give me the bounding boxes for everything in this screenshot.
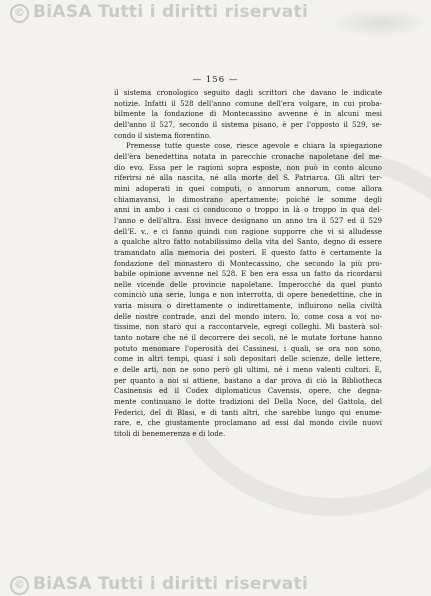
text-line: dio evo. Essa per le ragioni sopra esposte, non può in conto alcuno xyxy=(114,162,382,172)
text-line: e delle arti, non ne sono però gli ultimi, né i meno valenti cultori. E, xyxy=(114,365,382,375)
text-line: fondazione del monastero di Montecassino, che secondo la più pro- xyxy=(114,258,382,268)
text-line: rare, e, che giustamente proclamano ad essi dal mondo civile nuovi xyxy=(114,418,382,428)
text-line: tanto notare che né il decorrere dei secoli, né le mutate fortune hanno xyxy=(114,333,382,343)
text-line: anni in ambo i casi ci conducono o troppo in là o troppo in qua del- xyxy=(114,205,382,215)
watermark-bottom-text: BiASA Tutti i diritti riservati xyxy=(33,574,309,594)
text-line: titoli di benemerenza e di lode. xyxy=(114,429,226,438)
text-line: il sistema cronologico seguito dagli scrittori che davano le indicate xyxy=(114,88,382,97)
text-line: per quanto a noi si attiene, bastano a dar prova di ciò la Bibliotheca xyxy=(114,375,382,385)
text-line: mini adoperati in quei computi, o annorum annorum, come allora xyxy=(114,183,382,193)
text-line: a qualche altro fatto notabilissimo della vita del Santo, degno di essere xyxy=(114,237,382,247)
text-line: mente continuano le dotte tradizioni del Della Noce, del Gattola, del xyxy=(114,397,382,407)
text-line: bilmente la fondazione di Montecassino avvenne è in alcuni mesi xyxy=(114,109,382,119)
text-line: Federici, del di Blasi, e di tanti altri, che sarebbe lungo qui enume- xyxy=(114,407,382,417)
watermark-top xyxy=(10,2,308,23)
text-line: dell'E. v., e ci fanno quindi con ragione supporre che vi si alludesse xyxy=(114,226,382,236)
copyright-icon: © xyxy=(10,576,29,595)
text-line: notizie. Infatti il 528 dell'anno comune dell'era volgare, in cui proba- xyxy=(114,98,382,108)
text-line: potuto menomare l'operosità dei Cassinesi, i quali, se ora non sono, xyxy=(114,343,382,353)
text-line: tissime, non starò qui a raccontarvele, egregi colleghi. Mi basterà sol- xyxy=(114,322,382,332)
text-line: riferirsi né alla nascita, né alla morte del S. Patriarca. Gli altri ter- xyxy=(114,173,382,183)
page-number: — 156 — xyxy=(192,75,239,85)
text-line: come in altri tempi, quasi i soli depositari delle scienze, delle lettere, xyxy=(114,354,382,364)
text-line: nelle vicende delle provincie napoletane. Imperocché da quel punto xyxy=(114,279,382,289)
text-line: tramandato alla memoria dei posteri. E questo fatto è certamente la xyxy=(114,247,382,257)
text-line: condo il sistema fiorentino. xyxy=(114,130,212,140)
text-line: dell'anno il 527, secondo il sistema pisano, è per l'opposto il 529, se- xyxy=(114,119,382,129)
text-line: babile opinione avvenne nel 528. E ben era essa un fatto da ricordarsi xyxy=(114,269,382,279)
text-line: l'anno e dell'altra. Essi invece designano un anno tra il 527 ed il 529 xyxy=(114,215,382,225)
text-line: cominciò una serie, lunga e non interrotta, di opere benedettine, che in xyxy=(114,290,382,300)
text-line: varia misura o direttamente o indirettamente, influirono nella civiltà xyxy=(114,301,382,311)
watermark-bottom xyxy=(10,574,308,595)
scan-smudge xyxy=(330,8,430,38)
text-line: chiamavansi, lo dimostrano apertamente; poiché le somme degli xyxy=(114,194,382,204)
watermark-top-text: BiASA Tutti i diritti riservati xyxy=(33,2,309,22)
body-text xyxy=(114,88,382,440)
text-line: Premesse tutte queste cose, riesce agevole e chiara la spiegazione xyxy=(126,141,382,151)
text-line: dell'èra benedettina notata in parecchie cronache napoletane del me- xyxy=(114,151,382,161)
text-line: Casinensis ed il Codex diplomaticus Cavensis, opere, che degna- xyxy=(114,386,382,396)
text-line: delle nostre contrade, anzi del mondo intero. Io, come cosa a voi no- xyxy=(114,311,382,321)
copyright-icon: © xyxy=(10,4,29,23)
